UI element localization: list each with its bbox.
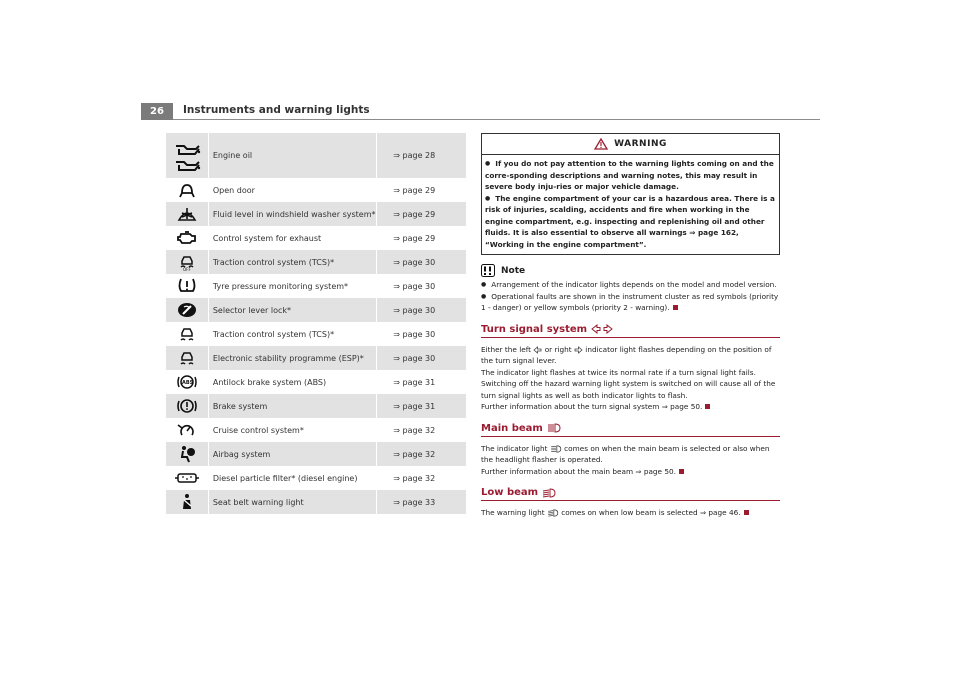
note-item: ● Arrangement of the indicator lights depends on the model and model version. (481, 279, 780, 291)
esp-icon (177, 349, 197, 367)
main-beam-section (481, 421, 780, 478)
section-body (481, 507, 780, 519)
row-page-ref: ⇒ page 29 (393, 233, 436, 243)
section-title (481, 485, 780, 501)
cruise-control-icon (177, 421, 197, 439)
turn-signal-section (481, 322, 780, 413)
table-row (166, 442, 466, 466)
main-beam-icon (547, 423, 561, 433)
row-page-ref: ⇒ page 31 (393, 377, 436, 387)
row-page-ref: ⇒ page 30 (393, 305, 436, 315)
end-mark (744, 510, 749, 515)
section-title (481, 421, 780, 437)
page-title: Instruments and warning lights (183, 104, 370, 116)
row-description: Seat belt warning light (212, 497, 304, 507)
paragraph (481, 466, 780, 478)
table-row (166, 418, 466, 442)
warning-lights-table (166, 133, 466, 514)
right-arrow-icon (574, 346, 583, 354)
row-description: Cruise control system* (212, 425, 304, 435)
warning-box (481, 133, 780, 255)
text: indicator light flashes depending on the position of the turn signal lever. (481, 344, 772, 365)
note-block (481, 264, 780, 314)
row-description: Antilock brake system (ABS) (212, 377, 327, 387)
note-header (481, 264, 780, 277)
tcs-icon (177, 325, 197, 343)
text: The warning light (481, 508, 545, 517)
table-row (166, 490, 466, 514)
table-row (166, 394, 466, 418)
row-description: Diesel particle filter* (diesel engine) (212, 473, 358, 483)
seat-belt-icon (178, 493, 196, 511)
row-page-ref: ⇒ page 32 (393, 449, 436, 459)
row-page-ref: ⇒ page 31 (393, 401, 436, 411)
section-title-text: Turn signal system (481, 323, 588, 335)
washer-fluid-icon (176, 205, 198, 223)
oil-can-icon (173, 140, 201, 172)
row-description: Electronic stability programme (ESP)* (212, 353, 364, 363)
table-row (166, 202, 466, 226)
warning-body (482, 155, 779, 254)
row-page-ref: ⇒ page 30 (393, 281, 436, 291)
section-title-text: Low beam (481, 487, 539, 498)
table-row (166, 178, 466, 202)
warning-triangle-icon (594, 138, 608, 150)
paragraph: The indicator light flashes at twice its normal rate if a turn signal light fails. (481, 367, 756, 377)
warning-item: ● The engine compartment of your car is a hazardous area. There is a risk of injuries, scalding, accidents and fire when working in the engine compartment, e.g. inspecting and replenishing oil and other fluids. It is also essential to observe all warnings ⇒ page 162, “Working in the engine compartment”. (485, 193, 776, 251)
paragraph: Switching off the hazard warning light system is switched on will cause all of the turn signal lights as well as both indicator lights to flash. (481, 379, 776, 400)
svg-text:OFF: OFF (182, 267, 191, 271)
warning-item: ● If you do not pay attention to the warning lights coming on and the corre-sponding descriptions and warning notes, this may result in severe body inju-ries or major vehicle damage. (485, 158, 776, 193)
low-beam-inline-icon (547, 509, 559, 517)
row-description: Traction control system (TCS)* (212, 257, 335, 267)
text: Further information about the turn signal system ⇒ page 50. (481, 402, 703, 411)
warning-title: WARNING (614, 139, 667, 149)
table-row (166, 346, 466, 370)
airbag-icon (177, 445, 197, 463)
table-row (166, 298, 466, 322)
row-description: Traction control system (TCS)* (212, 329, 335, 339)
section-body (481, 344, 780, 413)
tcs-off-icon (177, 253, 197, 271)
table-row (166, 226, 466, 250)
table-row (166, 370, 466, 394)
note-body (481, 279, 780, 314)
section-title-text: Main beam (481, 422, 543, 434)
warning-header (482, 134, 779, 155)
table-row (166, 466, 466, 490)
note-icon (481, 264, 495, 277)
row-page-ref: ⇒ page 33 (393, 497, 436, 507)
table-row (166, 322, 466, 346)
end-mark (679, 469, 684, 474)
note-title: Note (501, 265, 526, 276)
right-column (481, 133, 780, 519)
row-page-ref: ⇒ page 30 (393, 353, 436, 363)
turn-signal-icon (591, 324, 613, 334)
paragraph (481, 401, 780, 413)
row-description: Fluid level in windshield washer system* (212, 209, 376, 219)
row-description: Tyre pressure monitoring system* (212, 281, 349, 291)
low-beam-icon (542, 488, 556, 498)
svg-text:ABS: ABS (181, 380, 194, 386)
low-beam-section (481, 485, 780, 519)
row-page-ref: ⇒ page 29 (393, 209, 436, 219)
text: comes on when low beam is selected ⇒ page 46. (561, 508, 741, 517)
page-header (141, 103, 820, 120)
page-number: 26 (141, 103, 173, 120)
main-beam-inline-icon (550, 445, 562, 453)
open-door-icon (178, 181, 196, 199)
section-body (481, 443, 780, 478)
brake-system-icon (177, 398, 197, 414)
end-mark (673, 305, 678, 310)
table-row (166, 274, 466, 298)
table-row (166, 250, 466, 274)
text: The indicator light (481, 443, 548, 453)
text: Either the left (481, 344, 532, 354)
left-arrow-icon (533, 346, 542, 354)
row-page-ref: ⇒ page 30 (393, 257, 436, 267)
row-description: Engine oil (212, 151, 253, 160)
particle-filter-icon (174, 471, 200, 485)
row-description: Selector lever lock* (212, 305, 292, 315)
row-description: Brake system (212, 401, 268, 411)
engine-exhaust-icon (176, 230, 198, 246)
text: or right (544, 344, 572, 354)
text: Further information about the main beam ⇒ page 50. (481, 466, 676, 476)
row-page-ref: ⇒ page 29 (393, 185, 436, 195)
row-page-ref: ⇒ page 28 (393, 151, 436, 160)
tyre-pressure-icon (177, 277, 197, 295)
table-row (166, 133, 466, 178)
abs-icon (177, 374, 197, 390)
note-item-text: Operational faults are shown in the instrument cluster as red symbols (priority 1 - danger) or yellow symbols (priority 2 - warning). (481, 291, 779, 312)
end-mark (705, 404, 710, 409)
row-page-ref: ⇒ page 32 (393, 473, 436, 483)
selector-lever-icon (177, 302, 197, 318)
row-description: Airbag system (212, 449, 271, 459)
section-title (481, 322, 780, 338)
note-item (481, 291, 780, 314)
row-page-ref: ⇒ page 32 (393, 425, 436, 435)
row-description: Open door (212, 185, 255, 195)
row-page-ref: ⇒ page 30 (393, 329, 436, 339)
row-description: Control system for exhaust (212, 233, 322, 243)
text: comes on when the main beam is selected or also when the headlight flasher is operated. (481, 443, 770, 464)
